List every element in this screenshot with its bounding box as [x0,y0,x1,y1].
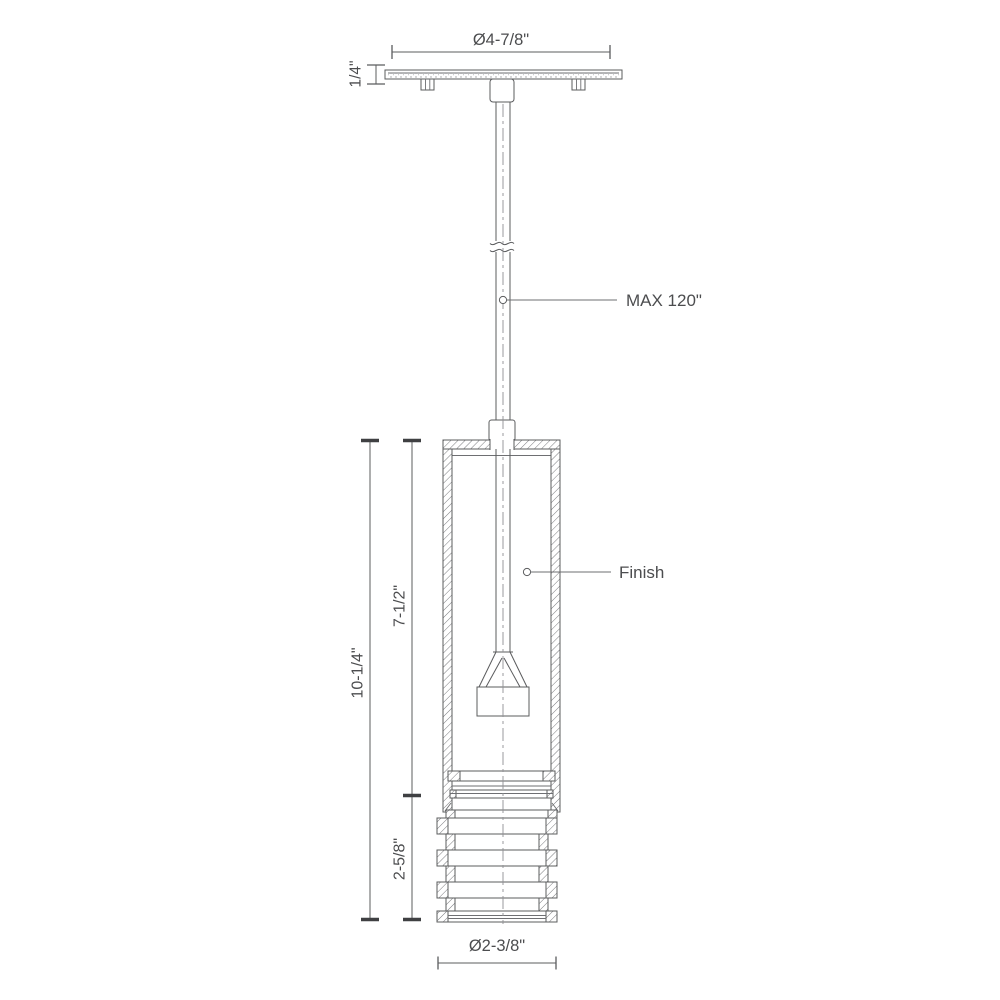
shade-top-cap-gap [490,439,514,450]
dimension-base-diameter [438,937,556,970]
ring [437,882,557,898]
shade-body [443,439,560,812]
dimension-canopy-diameter [392,31,610,59]
stem-rod [489,102,515,441]
canopy [385,70,622,102]
stem-max-length-label: MAX 120" [626,291,702,310]
lower-section-height-label: 2-5/8" [391,837,409,881]
ring [446,810,557,818]
dimension-section-heights [392,441,422,920]
callout-finish [523,563,664,582]
ring [446,898,548,911]
ring [446,834,548,850]
canopy-mounting-tab-right [572,79,585,90]
ring [437,850,557,866]
leader-dot [523,568,530,575]
ring [446,866,548,882]
canopy-mounting-tab-left [421,79,434,90]
ring [437,818,557,834]
shade-wall-right [551,449,560,812]
canopy-diameter-label: Ø4-7/8" [472,31,530,49]
upper-section-height-label: 7-1/2" [391,584,409,628]
ring-bottom-cap [437,911,557,922]
base-diameter-label: Ø2-3/8" [468,937,526,955]
overall-height-label: 10-1/4" [349,647,367,699]
stem-break-symbol [490,241,514,252]
canopy-stem-collar [490,79,514,102]
ring-stack [437,810,557,922]
shade-wall-left [443,449,452,812]
dimension-overall-height [350,441,380,920]
finish-label: Finish [619,563,665,582]
inner-retainer-band [448,771,555,798]
stem-lower-collar [489,420,515,441]
leader-dot [499,296,506,303]
canopy-thickness-label: 1/4" [347,60,365,88]
canopy-plate-texture [387,74,620,79]
dimension-canopy-thickness [348,60,386,87]
callout-stem-max-length [499,291,702,310]
